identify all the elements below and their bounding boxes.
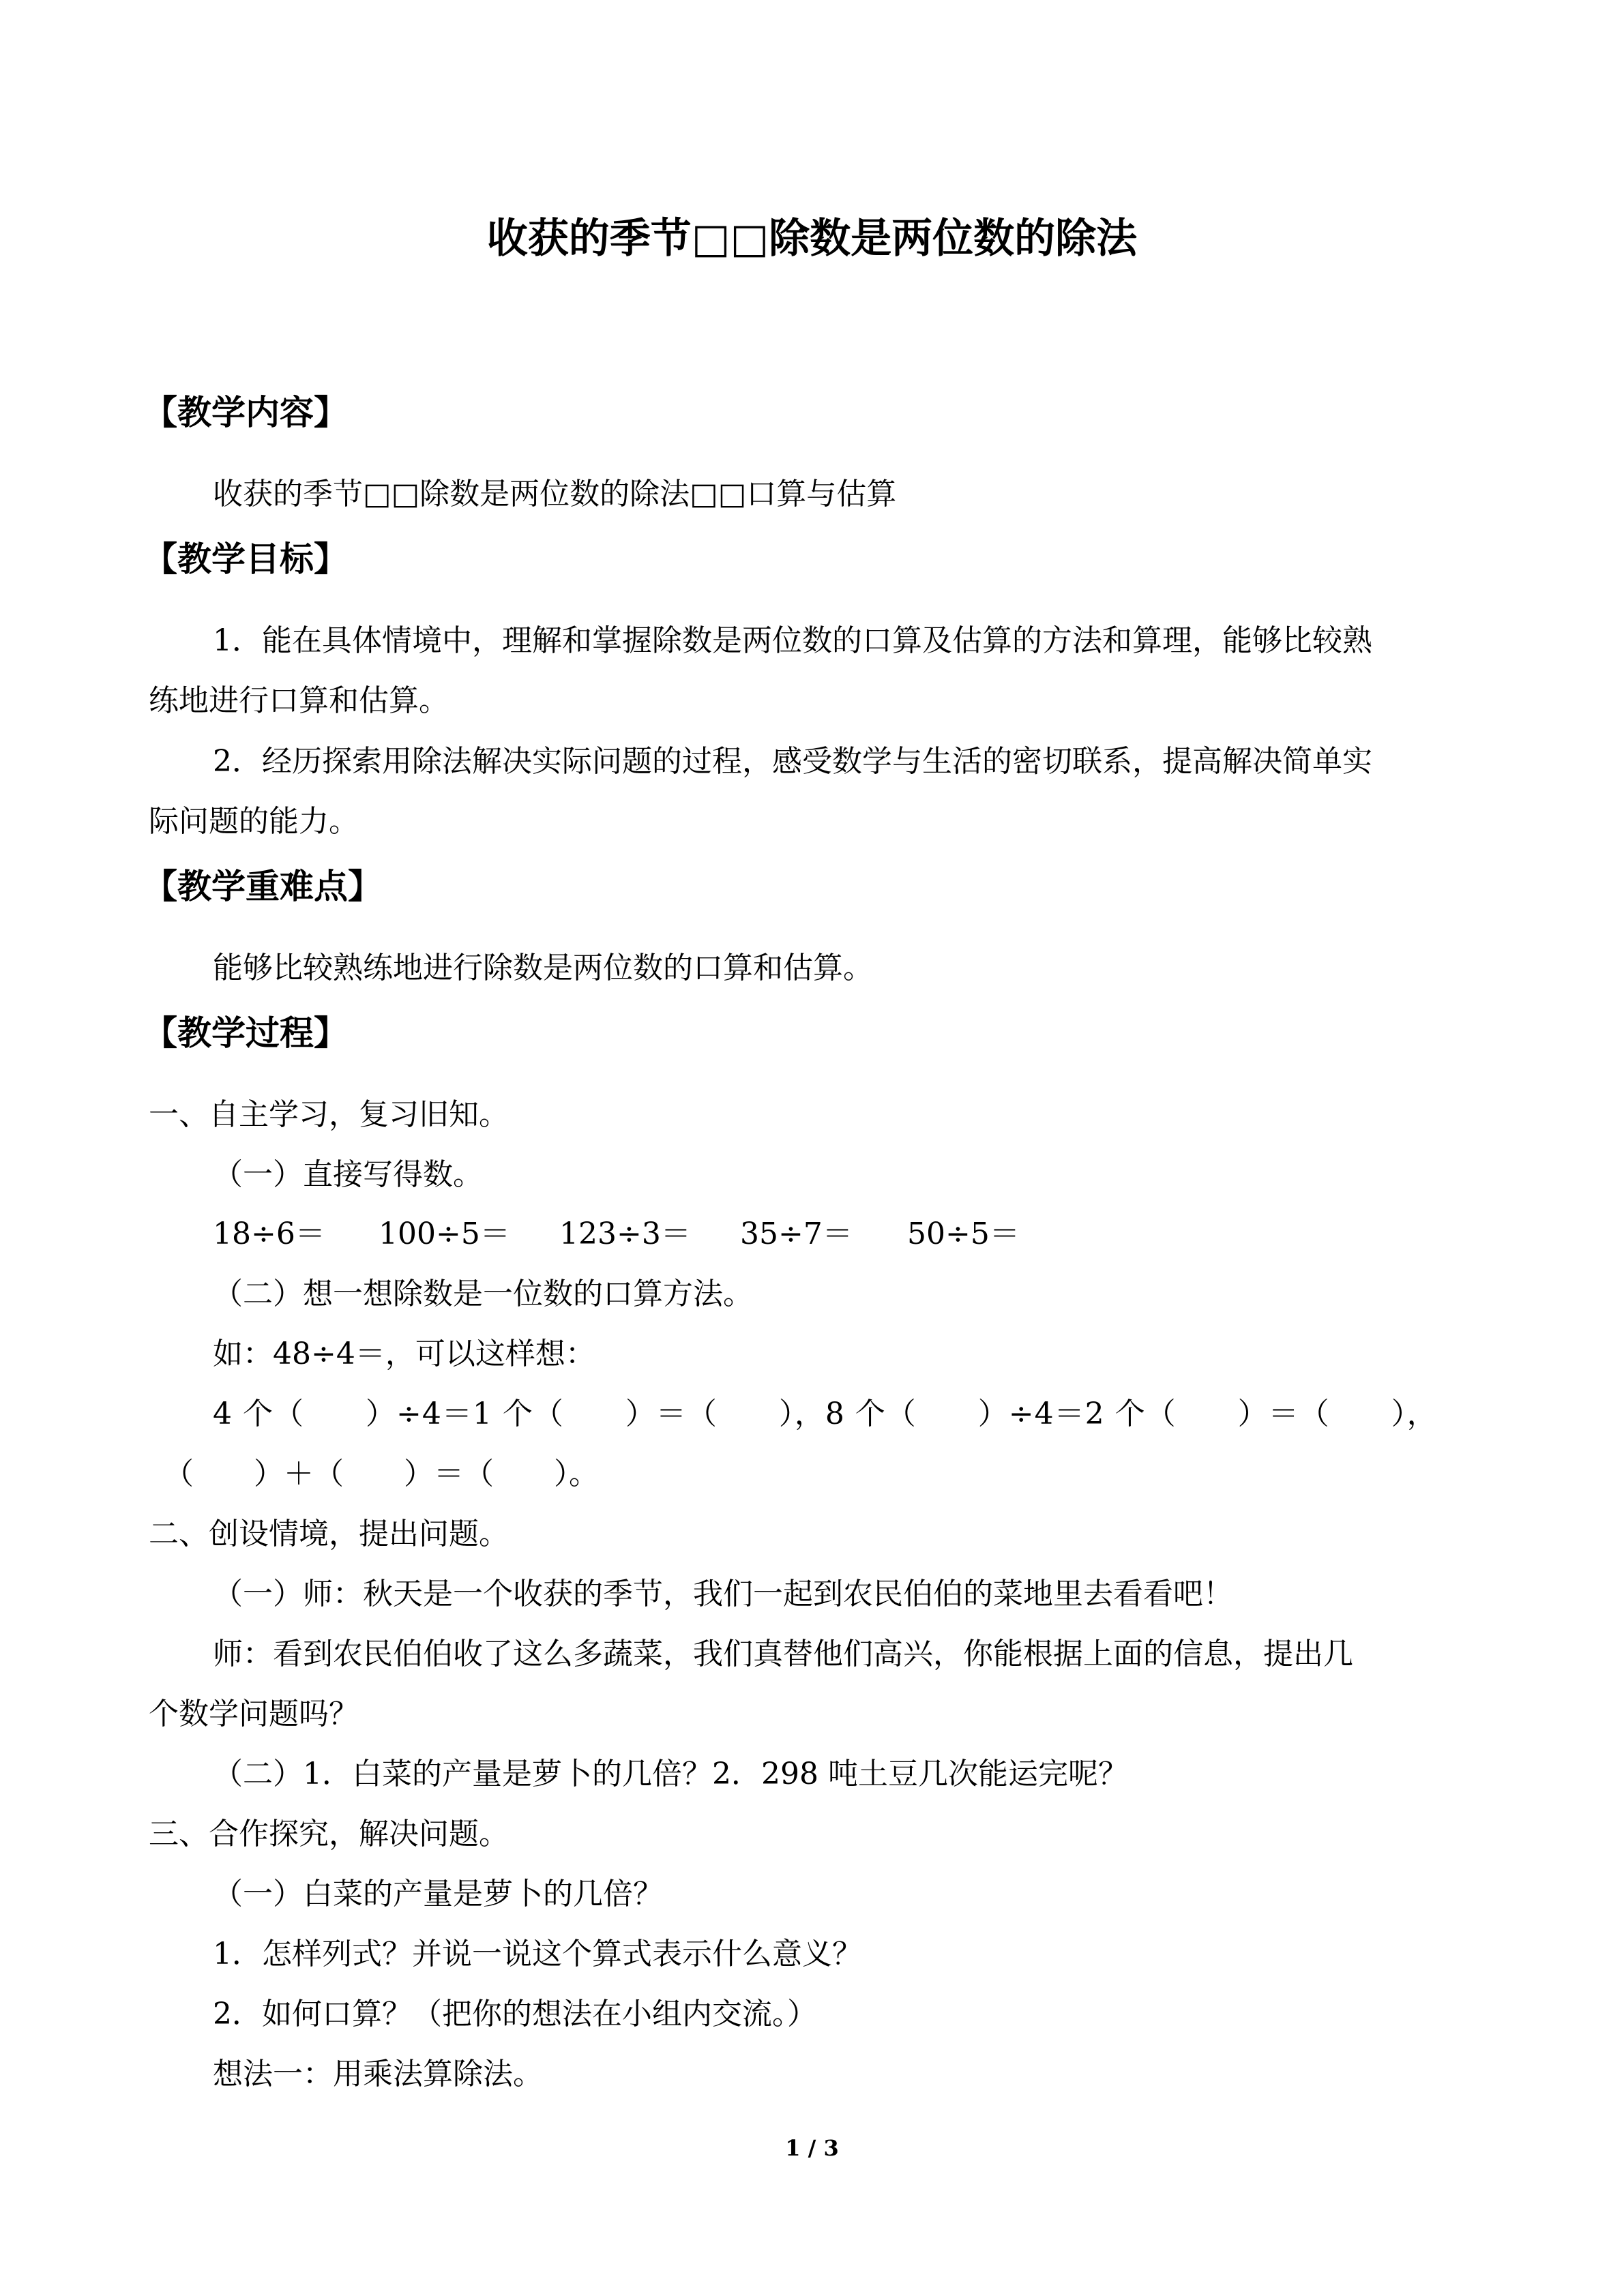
teaching-content-text: 收获的季节□□除数是两位数的除法□□口算与估算 bbox=[213, 477, 897, 511]
question-2: 2．如何口算？（把你的想法在小组内交流。） bbox=[213, 1997, 817, 2031]
key-points-text: 能够比较熟练地进行除数是两位数的口算和估算。 bbox=[213, 951, 873, 985]
equation: 35÷7＝ bbox=[740, 1217, 853, 1251]
document-title: 收获的季节□□除数是两位数的除法 bbox=[486, 215, 1138, 263]
equation: 18÷6＝ bbox=[213, 1217, 325, 1251]
part-3-sub-1: （一）白菜的产量是萝卜的几倍？ bbox=[213, 1877, 663, 1911]
part-1-sub-2: （二）想一想除数是一位数的口算方法。 bbox=[213, 1277, 753, 1311]
teacher-line-1: 师：看到农民伯伯收了这么多蔬菜，我们真替他们高兴，你能根据上面的信息，提出几 bbox=[213, 1637, 1353, 1671]
heading-teaching-process: 【教学过程】 bbox=[143, 1013, 348, 1053]
equation: 50÷5＝ bbox=[907, 1217, 1020, 1251]
example-text: 如：48÷4＝，可以这样想： bbox=[213, 1337, 595, 1371]
goal-1-line-2: 练地进行口算和估算。 bbox=[149, 683, 449, 718]
process-part-1: 一、自主学习，复习旧知。 bbox=[149, 1097, 509, 1132]
goal-1-line-1: 1．能在具体情境中，理解和掌握除数是两位数的口算及估算的方法和算理，能够比较熟 bbox=[213, 623, 1372, 658]
part-2-sub-2: （二）1．白菜的产量是萝卜的几倍？2．298 吨土豆几次能运完呢？ bbox=[213, 1757, 1128, 1791]
equation: 123÷3＝ bbox=[559, 1217, 691, 1251]
teacher-line-2: 个数学问题吗？ bbox=[149, 1697, 359, 1731]
heading-teaching-content: 【教学内容】 bbox=[143, 392, 348, 432]
idea-1: 想法一：用乘法算除法。 bbox=[213, 2057, 543, 2091]
part-2-sub-1: （一）师：秋天是一个收获的季节，我们一起到农民伯伯的菜地里去看看吧！ bbox=[213, 1577, 1233, 1611]
think-line-2: （ ）＋（ ）＝（ ）。 bbox=[164, 1457, 599, 1491]
goal-2-line-2: 际问题的能力。 bbox=[149, 804, 359, 839]
part-1-sub-1: （一）直接写得数。 bbox=[213, 1157, 483, 1192]
heading-teaching-goals: 【教学目标】 bbox=[143, 539, 348, 579]
equation: 100÷5＝ bbox=[379, 1217, 510, 1251]
process-part-3: 三、合作探究，解决问题。 bbox=[149, 1817, 509, 1851]
question-1: 1．怎样列式？并说一说这个算式表示什么意义？ bbox=[213, 1937, 862, 1971]
process-part-2: 二、创设情境，提出问题。 bbox=[149, 1517, 509, 1551]
think-line-1: 4 个（ ）÷4＝1 个（ ）＝（ ），8 个（ ）÷4＝2 个（ ）＝（ ）， bbox=[213, 1397, 1438, 1431]
goal-2-line-1: 2．经历探索用除法解决实际问题的过程，感受数学与生活的密切联系，提高解决简单实 bbox=[213, 744, 1372, 779]
page-number: 1 / 3 bbox=[785, 2135, 839, 2161]
heading-key-points: 【教学重难点】 bbox=[143, 866, 382, 906]
